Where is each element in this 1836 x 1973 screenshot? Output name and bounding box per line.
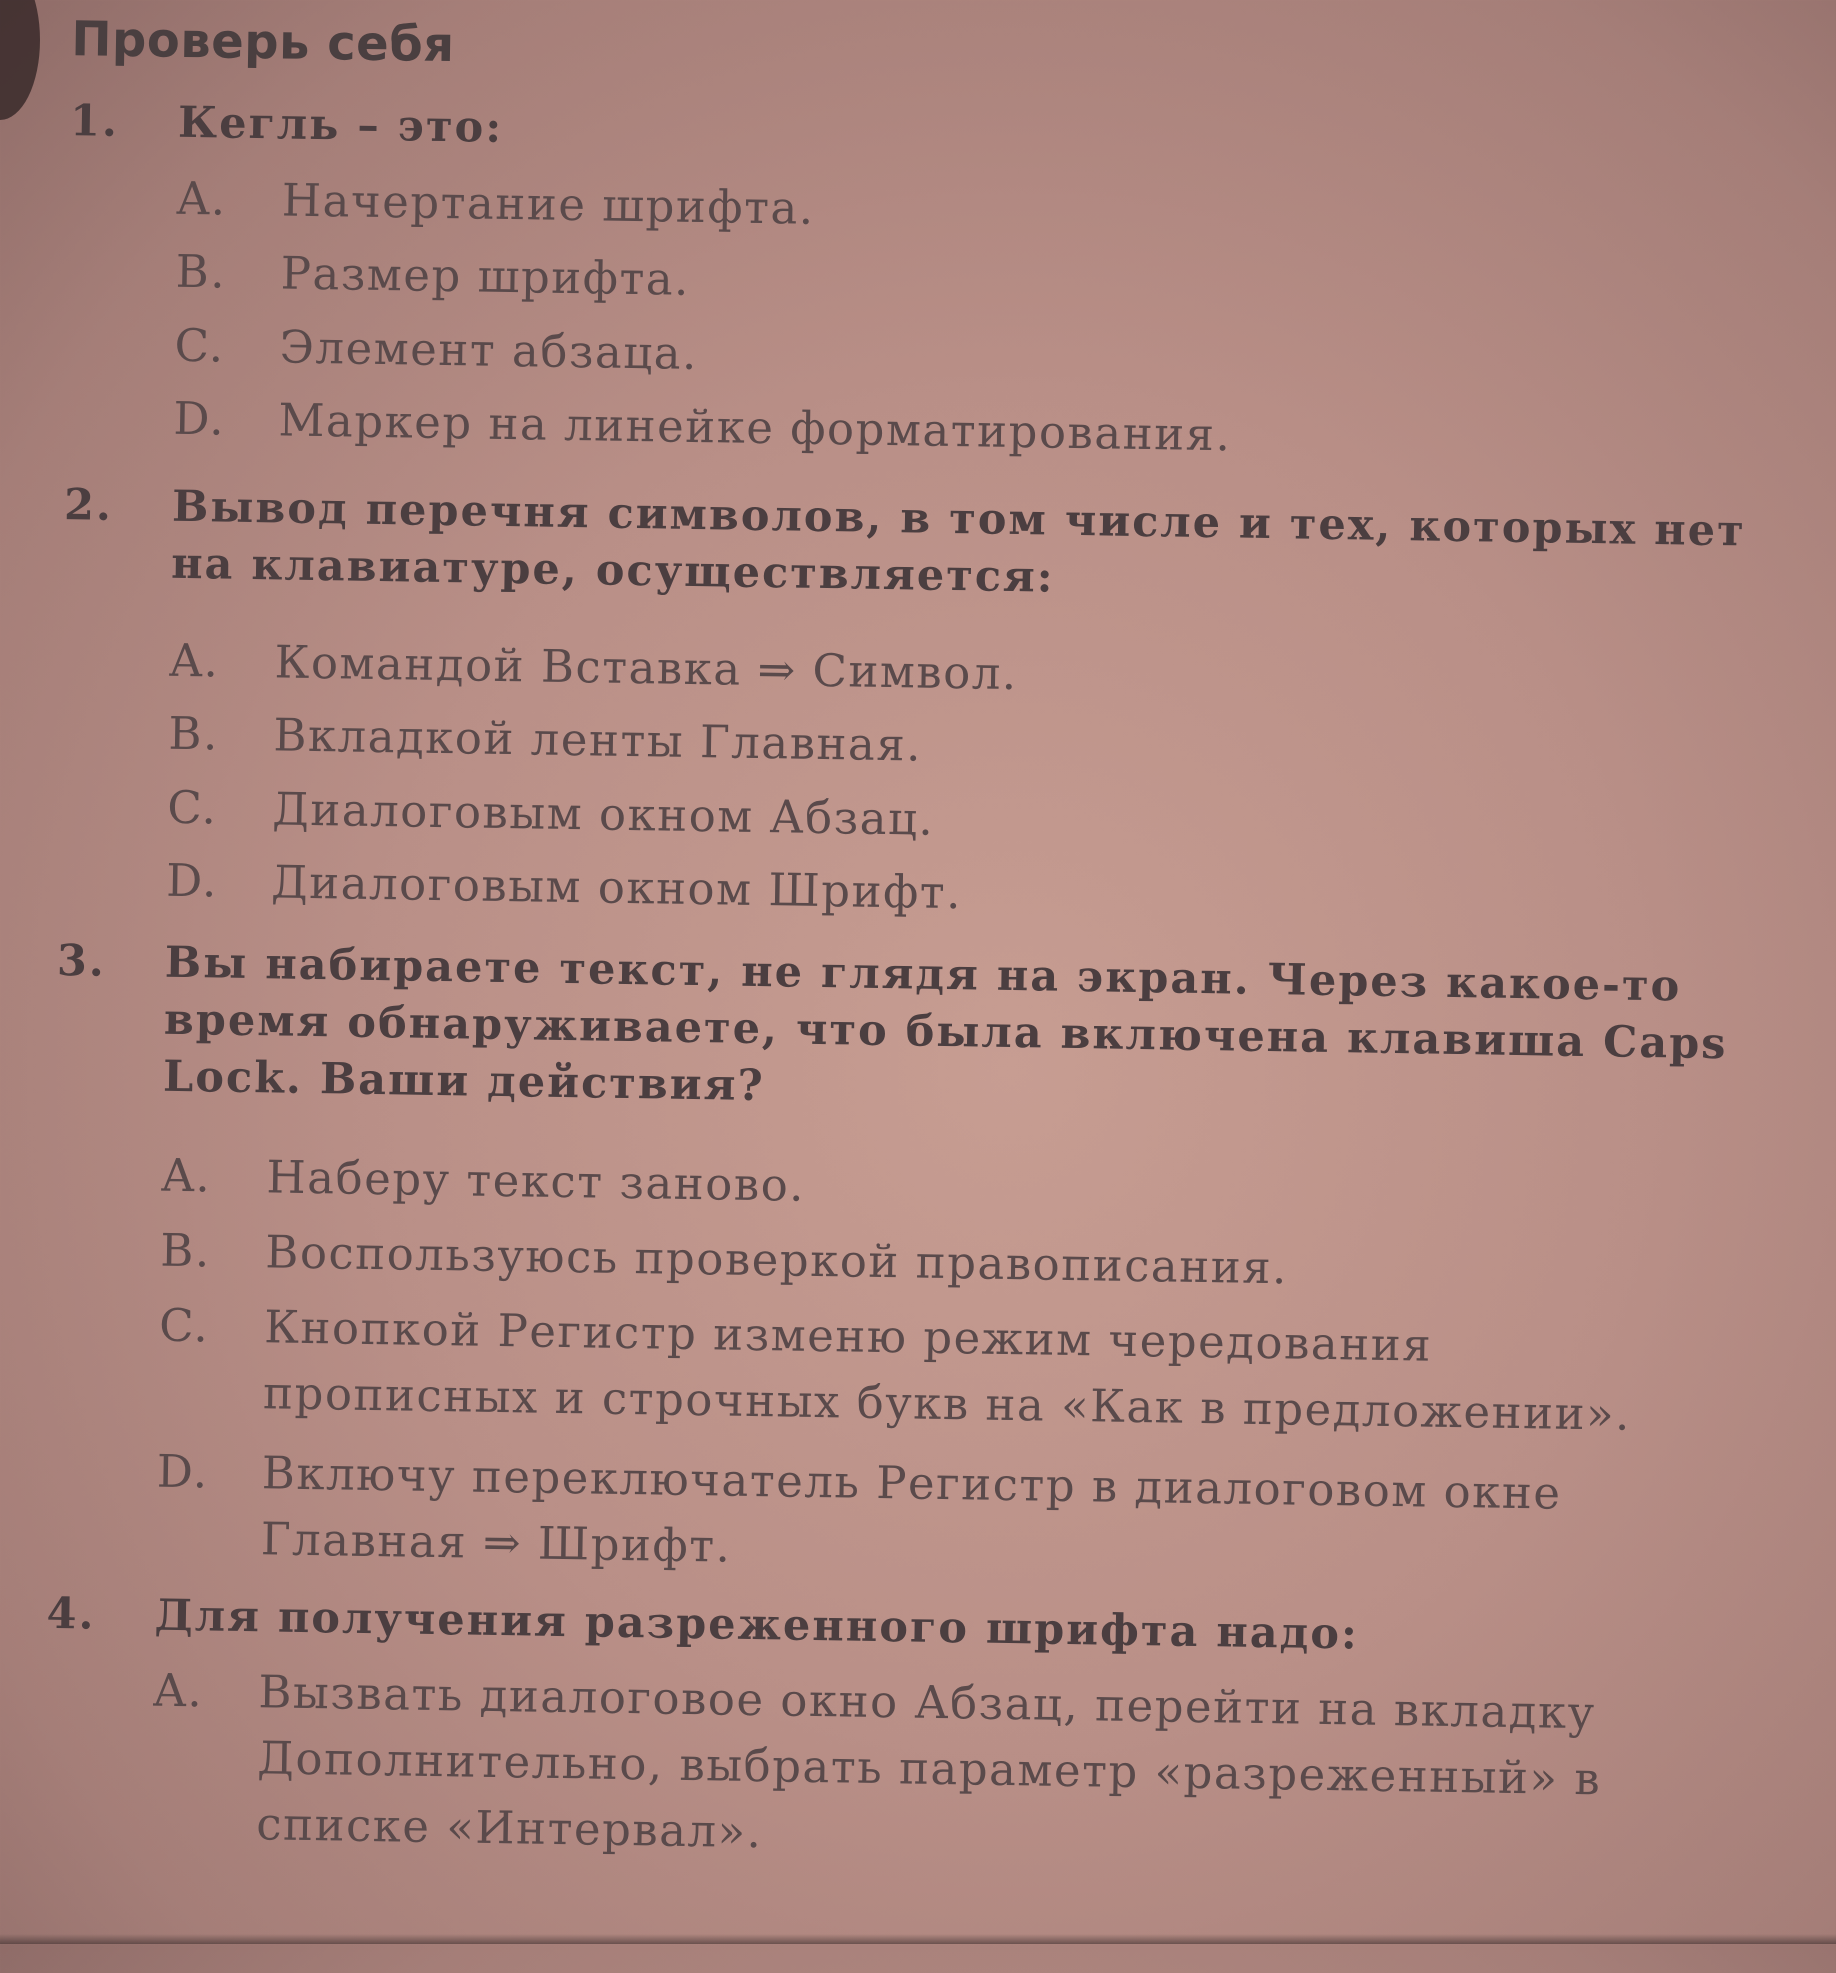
option-letter: C. bbox=[174, 318, 226, 373]
option-3a bbox=[161, 1143, 1722, 1233]
option-text: Кнопкой Регистр изменю режим чередования прописных и строчных букв на «Как в предложении». bbox=[262, 1300, 1632, 1441]
question-number: 2. bbox=[63, 480, 114, 531]
option-letter: D. bbox=[165, 853, 219, 908]
question-number: 4. bbox=[46, 1588, 96, 1640]
option-text: Вкладкой ленты Главная. bbox=[273, 708, 923, 772]
option-letter: B. bbox=[159, 1223, 212, 1278]
option-text: Диалоговым окном Шрифт. bbox=[270, 855, 963, 920]
option-text: Включу переключатель Регистр в диалоговом окне Главная ⇒ Шрифт. bbox=[260, 1446, 1562, 1573]
option-letter: C. bbox=[166, 780, 218, 835]
option-text: Воспользуюсь проверкой правописания. bbox=[264, 1225, 1289, 1295]
option-letter: D. bbox=[156, 1444, 210, 1499]
option-3c bbox=[158, 1293, 1720, 1449]
option-text: Командой Вставка ⇒ Символ. bbox=[274, 635, 1019, 701]
question-text: Вы набираете текст, не глядя на экран. Через какое-то время обнаруживаете, что была включена клавиша Caps Lock. Ваши действия? bbox=[162, 937, 1728, 1112]
option-text: Маркер на линейке форматирования. bbox=[278, 393, 1232, 462]
option-text: Размер шрифта. bbox=[280, 246, 691, 306]
question-text: Для получения разреженного шрифта надо: bbox=[154, 1590, 1360, 1660]
question-3 bbox=[55, 933, 1747, 1131]
option-letter: A. bbox=[176, 171, 228, 226]
question-2 bbox=[63, 477, 1755, 618]
option-text: Диалоговым окном Абзац. bbox=[271, 782, 935, 846]
question-text: Кегль – это: bbox=[177, 97, 504, 153]
option-letter: D. bbox=[173, 391, 226, 446]
option-letter: B. bbox=[168, 706, 220, 761]
section-title: Проверь себя bbox=[70, 11, 455, 74]
option-letter: B. bbox=[175, 244, 227, 299]
page-bottom-edge bbox=[0, 1934, 1836, 1944]
option-text: Вызвать диалоговое окно Абзац, перейти на вкладку Дополнительно, выбрать параметр «разреженный» в списке «Интервал». bbox=[255, 1665, 1602, 1859]
question-number: 1. bbox=[69, 96, 120, 147]
option-letter: A. bbox=[169, 633, 220, 688]
question-text: Вывод перечня символов, в том числе и тех, которых нет на клавиатуре, осуществляется: bbox=[170, 481, 1747, 603]
question-1 bbox=[70, 93, 1761, 177]
question-4 bbox=[46, 1586, 1737, 1670]
option-3d bbox=[155, 1439, 1717, 1595]
question-number: 3. bbox=[56, 936, 107, 987]
option-letter: A. bbox=[153, 1663, 204, 1718]
option-text: Наберу текст заново. bbox=[266, 1150, 806, 1212]
option-3b bbox=[160, 1218, 1721, 1308]
option-4a bbox=[151, 1658, 1714, 1880]
option-text: Начертание шрифта. bbox=[281, 173, 816, 235]
option-letter: C. bbox=[158, 1298, 210, 1353]
option-letter: A. bbox=[161, 1148, 212, 1203]
option-text: Элемент абзаца. bbox=[279, 320, 699, 381]
